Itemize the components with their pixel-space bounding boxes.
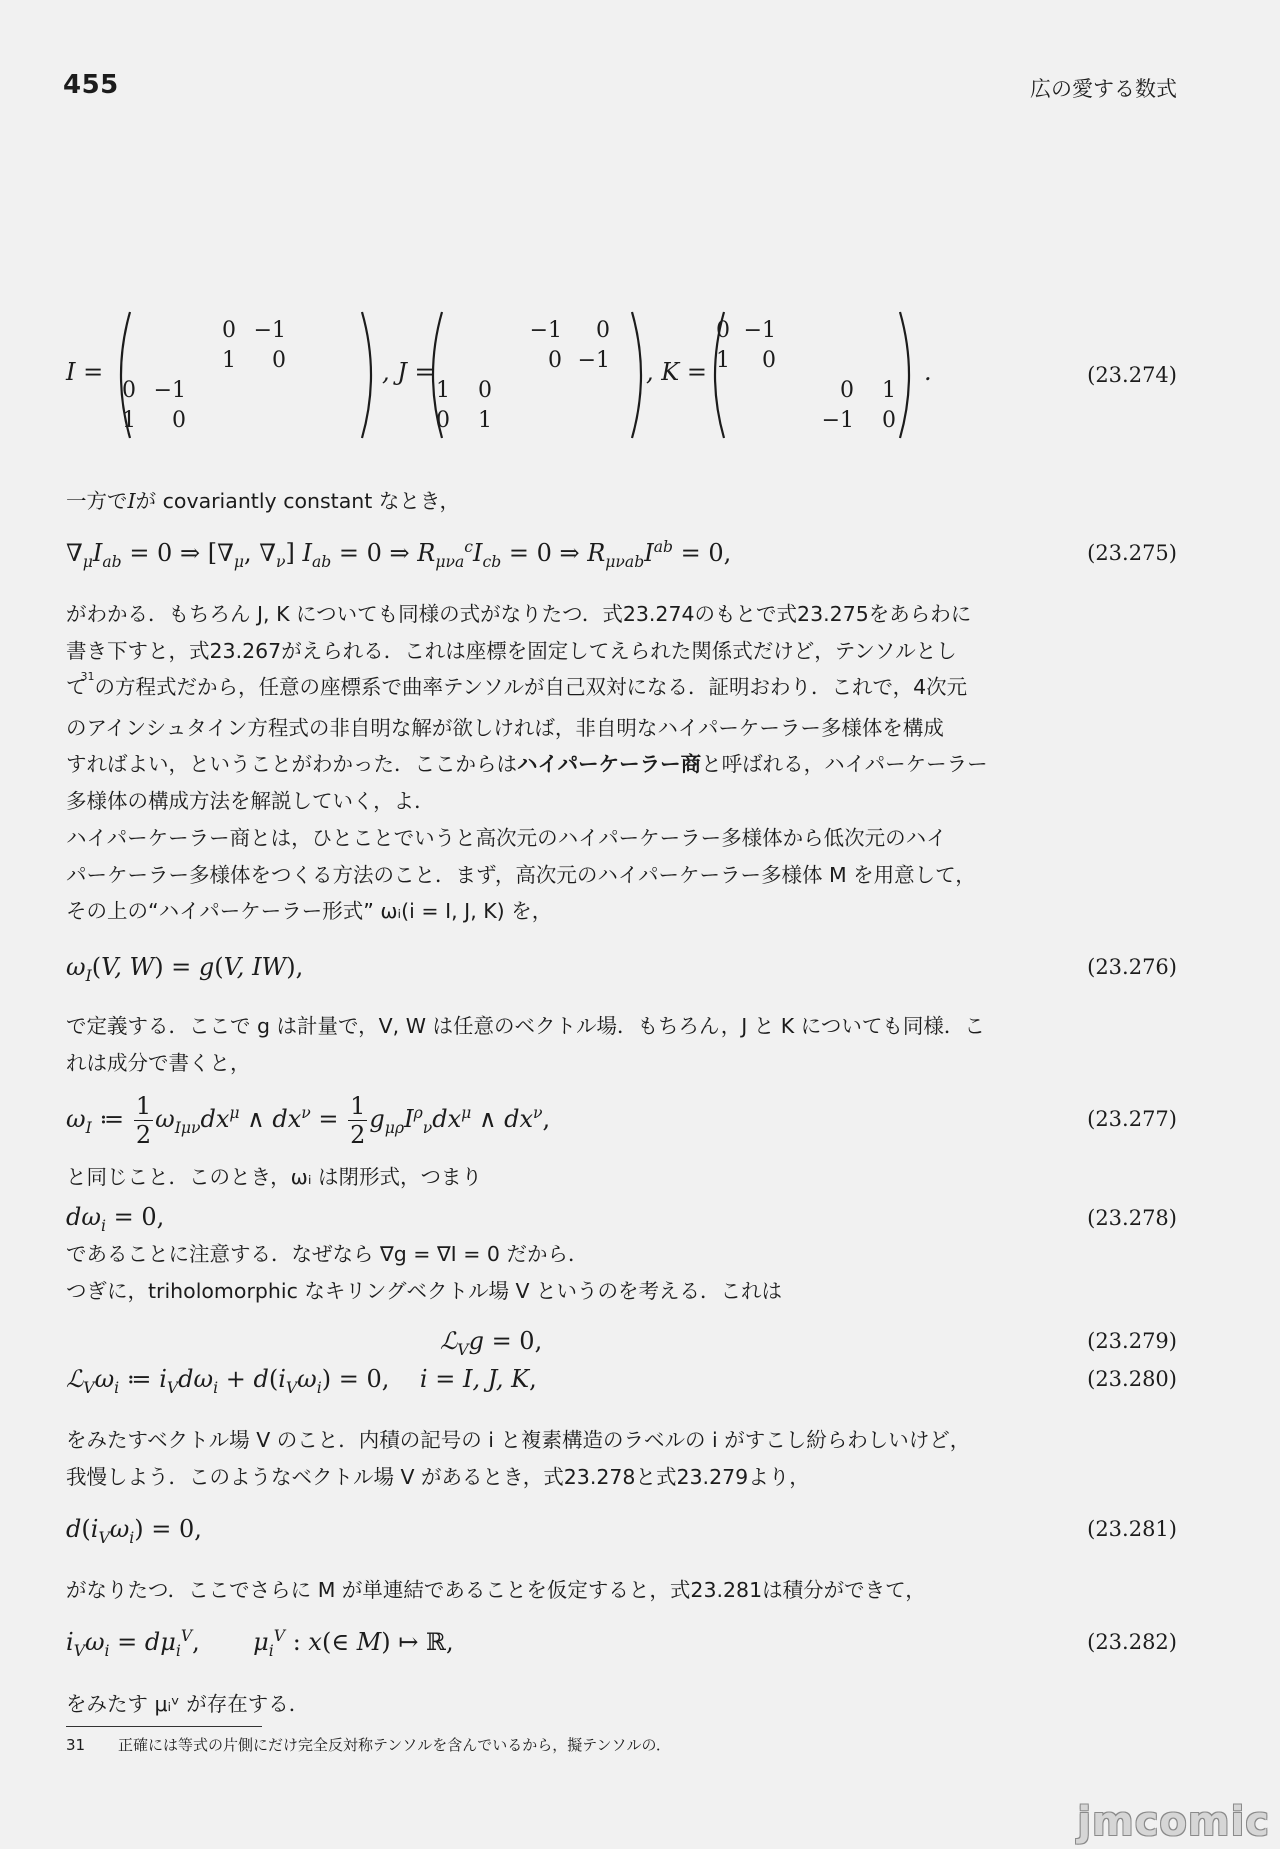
paragraph-9 xyxy=(66,1572,996,1609)
equation-number: (23.282) xyxy=(1087,1630,1177,1654)
text-line: 我慢しよう．このようなベクトル場 V があるとき，式23.278と式23.279より， xyxy=(66,1464,810,1489)
equation-number: (23.279) xyxy=(1087,1329,1177,1353)
matrix-cell: 0 xyxy=(716,318,730,343)
matrix-K xyxy=(652,310,912,440)
matrix-cell: 0 xyxy=(548,348,562,373)
watermark-logo: jmcomic xyxy=(1077,1799,1270,1845)
text-line: がなりたつ．ここでさらに M が単連結であることを仮定すると，式23.281は積分ができて， xyxy=(66,1578,926,1602)
text-line xyxy=(66,669,996,710)
matrix-cell: −1 xyxy=(253,318,286,343)
footnote-text: 正確には等式の片側にだけ完全反対称テンソルを含んでいるから，擬テンソルの． xyxy=(118,1736,671,1754)
text-line: と同じこと．このとき，ωᵢ は閉形式，つまり xyxy=(66,1165,483,1189)
math-symbol: I xyxy=(127,489,136,513)
text-line: がわかる．もちろん J, K についても同様の式がなりたつ．式23.274のもとで式23.275をあらわに xyxy=(66,602,972,626)
matrix-cell: 0 xyxy=(172,408,186,433)
footnote xyxy=(66,1734,671,1755)
text-line: れは成分で書くと， xyxy=(66,1050,251,1075)
text-line: つぎに，triholomorphic なキリングベクトル場 V というのを考える．これは xyxy=(66,1278,783,1303)
footnote-rule xyxy=(66,1726,262,1727)
text-line: のアインシュタイン方程式の非自明な解が欲しければ，非自明なハイパーケーラー多様体を構成 xyxy=(66,715,944,740)
equation-23-277: $\omega_I$ ≔ $\frac{1}{2}$ $\omega_{I\mu\nu}dx^\mu$ ∧ $dx^\nu$ = $\frac{1}{2}$ $g_{\mu\rho}I^\rho_\nu dx^\mu$ ∧ $dx^\nu$, xyxy=(66,1092,551,1149)
text-line: 多様体の構成方法を解説していく，よ． xyxy=(66,788,435,813)
paragraph-3 xyxy=(66,820,996,930)
paragraph-6 xyxy=(66,1236,996,1309)
matrix-cell: 0 xyxy=(222,318,236,343)
matrix-cell: 1 xyxy=(436,378,450,403)
equation-number: (23.274) xyxy=(1087,363,1177,387)
matrix-cell: 0 xyxy=(436,408,450,433)
matrix-cell: 1 xyxy=(122,408,136,433)
text-fragment: 一方で xyxy=(66,489,128,513)
matrix-cell: 1 xyxy=(222,348,236,373)
equation-23-282: $i_V\omega_i = d\mu_i^V$, $\mu_i^V$ : x(∈ M) ↦ ℝ, xyxy=(66,1627,454,1660)
matrix-J-label: , J = xyxy=(382,358,435,386)
text-line: その上の“ハイパーケーラー形式” ωᵢ(i = I, J, K) を， xyxy=(66,899,553,923)
equation-number: (23.275) xyxy=(1087,541,1177,565)
footnote-marker[interactable]: 31 xyxy=(80,670,95,683)
matrix-cell: 0 xyxy=(596,318,610,343)
text-fragment: が covariantly constant なとき， xyxy=(135,489,461,513)
paragraph-4 xyxy=(66,1008,996,1081)
text-line: 書き下すと，式23.267がえられる．これは座標を固定してえられた関係式だけど，テンソルとし xyxy=(66,638,957,663)
text-line xyxy=(66,746,996,783)
equation-23-281: $d(i_V\omega_i) = 0$, xyxy=(66,1515,202,1547)
matrix-cell: −1 xyxy=(577,348,610,373)
text-line: であることに注意する．なぜなら ∇g = ∇I = 0 だから． xyxy=(66,1242,589,1266)
page-number: 455 xyxy=(63,70,119,100)
matrix-end-period: . xyxy=(924,358,932,386)
equation-number: (23.280) xyxy=(1087,1367,1177,1391)
paragraph-2 xyxy=(66,596,996,819)
equation-23-276: $\omega_I(V$, W) = g(V, IW), xyxy=(66,953,304,985)
footnote-number: 31 xyxy=(66,1736,86,1754)
equation-number: (23.277) xyxy=(1087,1107,1177,1131)
text-fragment: て xyxy=(66,675,87,699)
paragraph-10 xyxy=(66,1686,996,1723)
text-line: で定義する．ここで g は計量で，V, W は任意のベクトル場．もちろん，J と K についても同様．こ xyxy=(66,1014,985,1038)
text-line: をみたすベクトル場 V のこと．内積の記号の i と複素構造のラベルの i がすこし紛らわしいけど， xyxy=(66,1428,971,1452)
text-line: ハイパーケーラー商とは，ひとことでいうと高次元のハイパーケーラー多様体から低次元のハイ xyxy=(66,826,947,850)
equation-number: (23.281) xyxy=(1087,1517,1177,1541)
matrix-cell: 0 xyxy=(478,378,492,403)
text-line: パーケーラー多様体をつくる方法のこと．まず，高次元のハイパーケーラー多様体 M を用意して， xyxy=(66,862,976,887)
equation-23-278: $d\omega_i = 0$, xyxy=(66,1203,165,1235)
matrix-I xyxy=(116,310,376,440)
matrix-K-label: , K = xyxy=(646,358,707,386)
paragraph-8 xyxy=(66,1422,996,1495)
matrix-cell: 1 xyxy=(716,348,730,373)
matrix-I-label: I = xyxy=(66,358,104,386)
equation-23-275: $\nabla_\mu I_{ab} = 0$ ⇒ [$\nabla_\mu$, $\nabla_\nu$] $I_{ab} = 0$ ⇒ $R_{\mu\nu a}^cI_{cb} = 0$ ⇒ $R_{\mu\nu ab}I^{ab} = 0$, xyxy=(66,538,732,571)
matrix-cell: 1 xyxy=(478,408,492,433)
matrix-cell: 1 xyxy=(882,378,896,403)
bold-term: ハイパーケーラー商 xyxy=(517,752,702,776)
matrix-cell: −1 xyxy=(821,408,854,433)
paragraph-5 xyxy=(66,1159,996,1196)
matrix-cell: −1 xyxy=(529,318,562,343)
equation-23-280: $ℒ_V\omega_i$ ≔ $i_Vd\omega_i + d(i_V\omega_i) = 0$, i = I, J, K, xyxy=(66,1365,537,1397)
matrix-cell: −1 xyxy=(743,318,776,343)
matrix-cell: −1 xyxy=(153,378,186,403)
text-fragment: の方程式だから，任意の座標系で曲率テンソルが自己双対になる．証明おわり．これで，4次元 xyxy=(94,675,968,699)
matrix-cell: 0 xyxy=(122,378,136,403)
paragraph-1 xyxy=(66,483,996,520)
equation-number: (23.278) xyxy=(1087,1206,1177,1230)
matrix-cell: 0 xyxy=(272,348,286,373)
running-title: 広の愛する数式 xyxy=(1030,77,1177,101)
text-fragment: すればよい，ということがわかった．ここからは xyxy=(66,752,517,776)
equation-number: (23.276) xyxy=(1087,955,1177,979)
text-fragment: と呼ばれる，ハイパーケーラー xyxy=(701,752,988,776)
matrix-J xyxy=(384,310,644,440)
matrix-cell: 0 xyxy=(762,348,776,373)
equation-23-279: ℒ$_V$g = 0, xyxy=(440,1327,543,1359)
matrix-cell: 0 xyxy=(840,378,854,403)
matrix-equation xyxy=(66,310,1226,440)
text-line: をみたす μᵢᵛ が存在する． xyxy=(66,1692,310,1716)
matrix-cell: 0 xyxy=(882,408,896,433)
